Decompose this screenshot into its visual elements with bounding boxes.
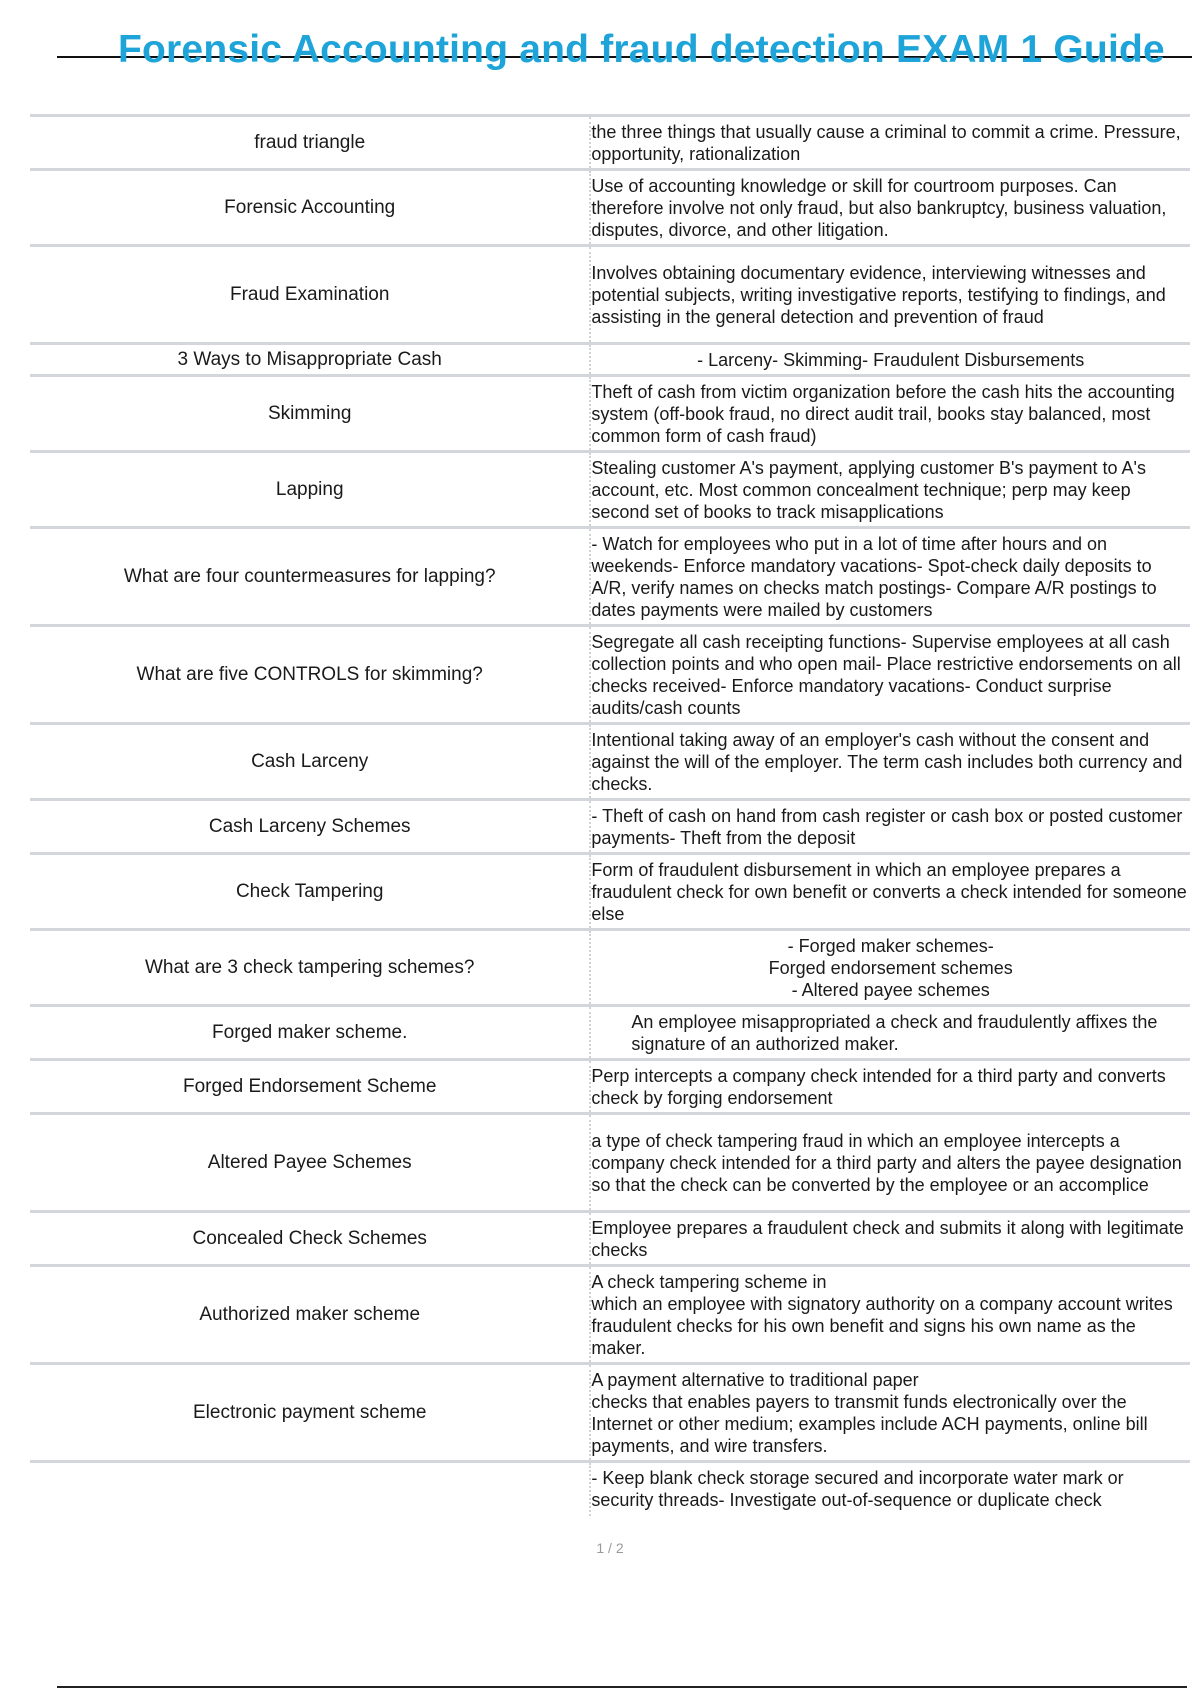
- term-cell: Electronic payment scheme: [30, 1364, 590, 1462]
- table-row: [30, 344, 1190, 376]
- definition-cell: Use of accounting knowledge or skill for courtroom purposes. Can therefore involve not only fraud, but also bankruptcy, business valuation, disputes, divorce, and other litigation.: [590, 170, 1190, 246]
- definition-cell: Theft of cash from victim organization before the cash hits the accounting system (off-book fraud, no direct audit trail, books stay balanced, most common form of cash fraud): [590, 376, 1190, 452]
- definition-cell: Form of fraudulent disbursement in which an employee prepares a fraudulent check for own benefit or converts a check intended for someone else: [590, 854, 1190, 930]
- definition-cell: Employee prepares a fraudulent check and submits it along with legitimate checks: [590, 1212, 1190, 1266]
- term-cell: Skimming: [30, 376, 590, 452]
- term-cell: Authorized maker scheme: [30, 1266, 590, 1364]
- table-row: [30, 854, 1190, 930]
- term-cell: 3 Ways to Misappropriate Cash: [30, 344, 590, 376]
- term-cell: Altered Payee Schemes: [30, 1114, 590, 1212]
- title-area: [0, 28, 1200, 88]
- term-cell: What are four countermeasures for lapping?: [30, 528, 590, 626]
- definition-line: - Altered payee schemes: [791, 979, 990, 1000]
- table-row: [30, 1114, 1190, 1212]
- page-number: 1 / 2: [596, 1540, 624, 1556]
- term-cell: Forged Endorsement Scheme: [30, 1060, 590, 1114]
- table-row: [30, 246, 1190, 344]
- term-cell: Concealed Check Schemes: [30, 1212, 590, 1266]
- term-cell: fraud triangle: [30, 116, 590, 170]
- term-cell: [30, 1462, 590, 1516]
- table-row: [30, 170, 1190, 246]
- definition-cell: - Keep blank check storage secured and incorporate water mark or security threads- Investigate out-of-sequence or duplicate check: [590, 1462, 1190, 1516]
- table-row: [30, 528, 1190, 626]
- definition-cell: - Theft of cash on hand from cash register or cash box or posted customer payments- Theft from the deposit: [590, 800, 1190, 854]
- table-row: [30, 1212, 1190, 1266]
- term-cell: Fraud Examination: [30, 246, 590, 344]
- table-row: [30, 626, 1190, 724]
- definition-cell: a type of check tampering fraud in which an employee intercepts a company check intended for a third party and alters the payee designation so that the check can be converted by the employee or an accomplice: [590, 1114, 1190, 1212]
- term-cell: Forensic Accounting: [30, 170, 590, 246]
- table-row: [30, 1060, 1190, 1114]
- table-row: [30, 116, 1190, 170]
- flashcard-table: [30, 114, 1190, 1516]
- definition-cell: [590, 1266, 1190, 1364]
- definition-cell: the three things that usually cause a criminal to commit a crime. Pressure, opportunity, rationalization: [590, 116, 1190, 170]
- definition-line: which an employee with signatory authority on a company account writes fraudulent checks for his own benefit and signs his own name as the maker.: [591, 1293, 1173, 1358]
- definition-cell: Intentional taking away of an employer's cash without the consent and against the will of the employer. The term cash includes both currency and checks.: [590, 724, 1190, 800]
- definition-cell: Segregate all cash receipting functions- Supervise employees at all cash collection points and who open mail- Place restrictive endorsements on all checks received- Enforce mandatory vacations- Conduct surprise audits/cash counts: [590, 626, 1190, 724]
- term-cell: Forged maker scheme.: [30, 1006, 590, 1060]
- definition-cell: An employee misappropriated a check and fraudulently affixes the signature of an authorized maker.: [590, 1006, 1190, 1060]
- term-cell: Check Tampering: [30, 854, 590, 930]
- table-row: [30, 1364, 1190, 1462]
- definition-line: Forged endorsement schemes: [768, 957, 1013, 978]
- table-row: [30, 930, 1190, 1006]
- table-row: [30, 376, 1190, 452]
- page-title: Forensic Accounting and fraud detection EXAM 1 Guide: [118, 28, 1165, 71]
- table-row: [30, 800, 1190, 854]
- term-cell: What are five CONTROLS for skimming?: [30, 626, 590, 724]
- table-row: [30, 1266, 1190, 1364]
- term-cell: What are 3 check tampering schemes?: [30, 930, 590, 1006]
- definition-cell: Perp intercepts a company check intended for a third party and converts check by forging endorsement: [590, 1060, 1190, 1114]
- definition-cell: - Larceny- Skimming- Fraudulent Disbursements: [590, 344, 1190, 376]
- term-cell: Lapping: [30, 452, 590, 528]
- definition-cell: - Watch for employees who put in a lot of time after hours and on weekends- Enforce mandatory vacations- Spot-check daily deposits to A/R, verify names on checks match postings- Compare A/R postings to dates payments were mailed by customers: [590, 528, 1190, 626]
- table-row: [30, 1006, 1190, 1060]
- footer-divider: [57, 1686, 1187, 1688]
- definition-line: A check tampering scheme in: [591, 1271, 827, 1292]
- term-cell: Cash Larceny Schemes: [30, 800, 590, 854]
- definition-line: - Forged maker schemes-: [787, 935, 994, 956]
- definition-line: A payment alternative to traditional paper: [591, 1369, 919, 1390]
- definition-cell: [590, 1364, 1190, 1462]
- table-row: [30, 1462, 1190, 1516]
- term-cell: Cash Larceny: [30, 724, 590, 800]
- definition-line: checks that enables payers to transmit funds electronically over the Internet or other medium; examples include ACH payments, online bill payments, and wire transfers.: [591, 1391, 1148, 1456]
- table-row: [30, 452, 1190, 528]
- definition-cell: [590, 930, 1190, 1006]
- definition-cell: Involves obtaining documentary evidence, interviewing witnesses and potential subjects, writing investigative reports, testifying to findings, and assisting in the general detection and prevention of fraud: [590, 246, 1190, 344]
- table-row: [30, 724, 1190, 800]
- definition-cell: Stealing customer A's payment, applying customer B's payment to A's account, etc. Most common concealment technique; perp may keep second set of books to track misapplications: [590, 452, 1190, 528]
